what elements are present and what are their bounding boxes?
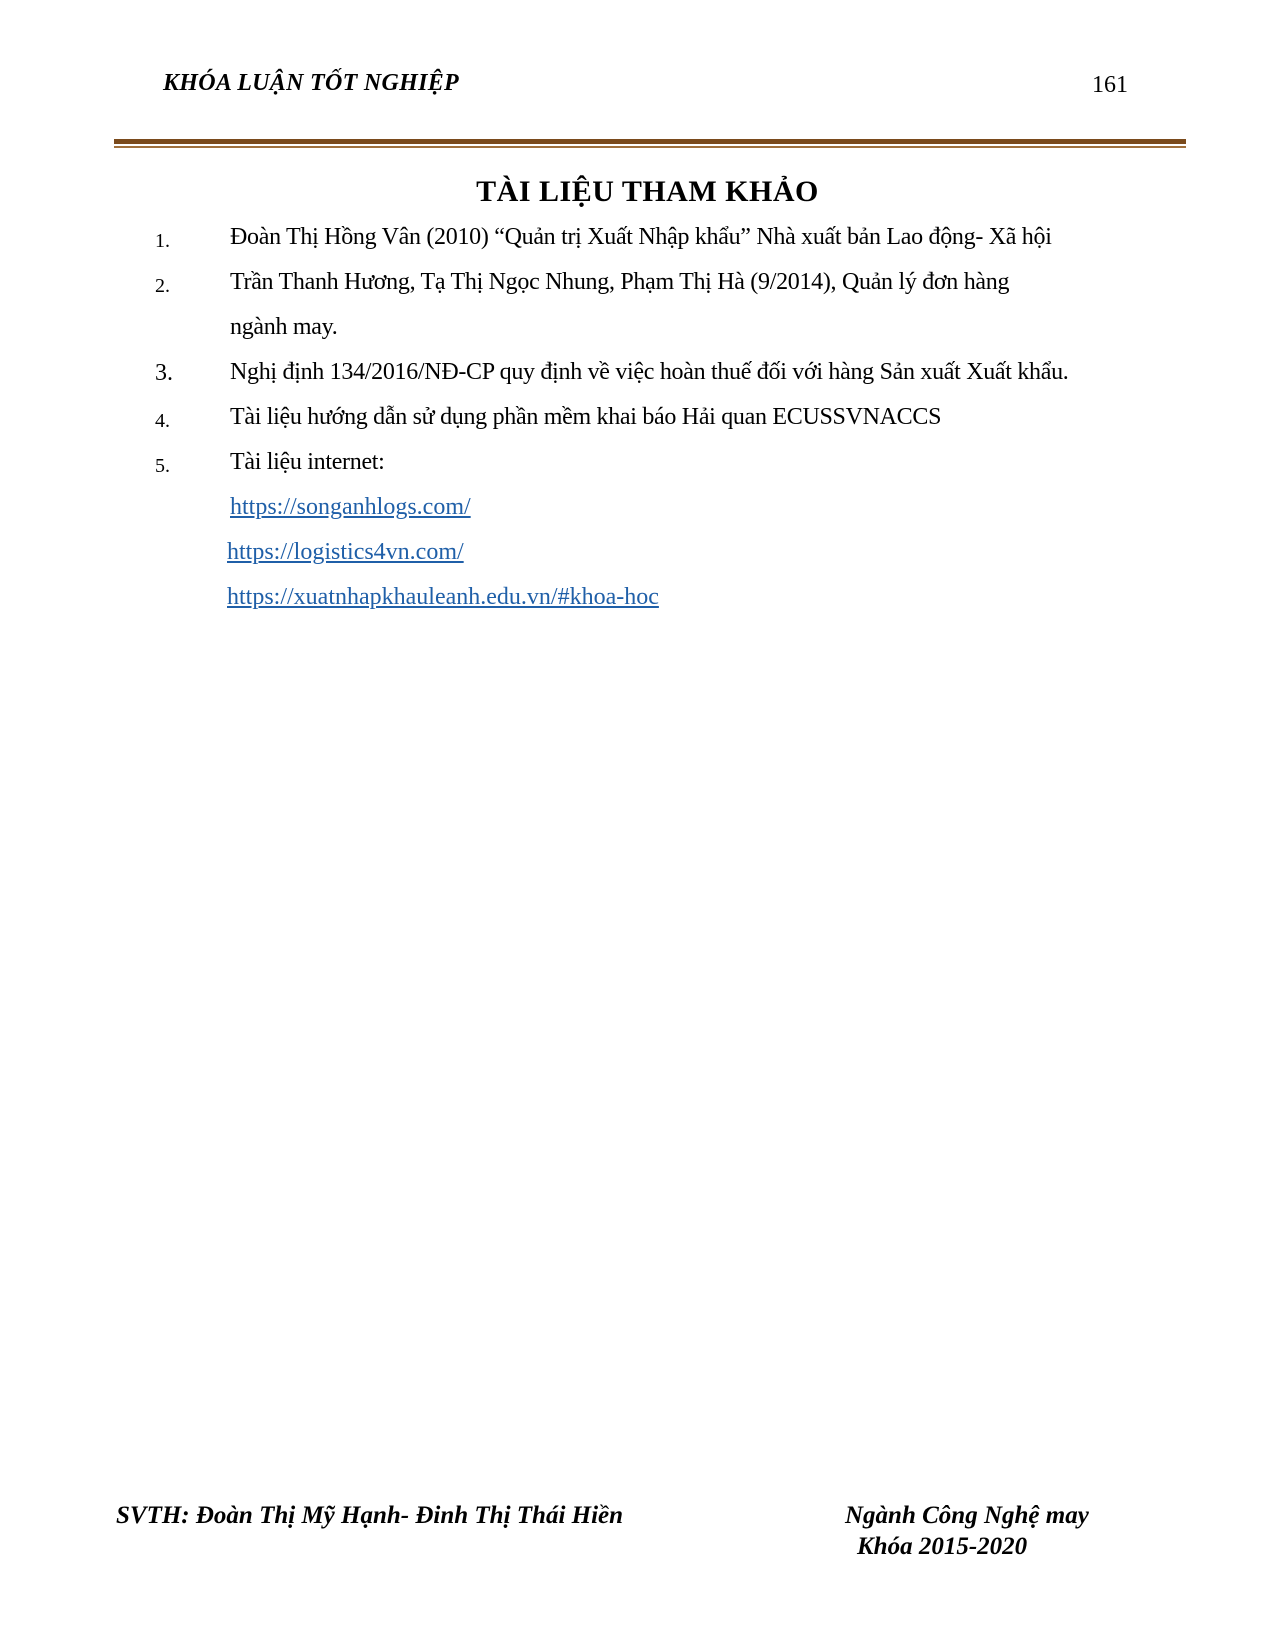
link-songanhlogs[interactable]: https://songanhlogs.com/ bbox=[230, 494, 471, 520]
footer-cohort: Khóa 2015-2020 bbox=[857, 1533, 1028, 1560]
page-number: 161 bbox=[1092, 72, 1128, 98]
reference-number-4: 4. bbox=[155, 410, 170, 432]
reference-number-2: 2. bbox=[155, 275, 170, 297]
reference-text-1: Đoàn Thị Hồng Vân (2010) “Quản trị Xuất Nhập khẩu” Nhà xuất bản Lao động- Xã hội bbox=[230, 224, 1052, 250]
reference-number-3: 3. bbox=[155, 360, 173, 386]
header-rule-thick bbox=[114, 139, 1186, 144]
header-rule-thin bbox=[114, 146, 1186, 148]
reference-text-5: Tài liệu internet: bbox=[230, 449, 385, 475]
page-title: TÀI LIỆU THAM KHẢO bbox=[476, 175, 819, 208]
reference-text-2-continued: ngành may. bbox=[230, 314, 338, 340]
link-logistics4vn[interactable]: https://logistics4vn.com/ bbox=[227, 539, 464, 565]
header-title: KHÓA LUẬN TỐT NGHIỆP bbox=[163, 70, 460, 96]
link-xuatnhapkhauleanh[interactable]: https://xuatnhapkhauleanh.edu.vn/#khoa-hoc bbox=[227, 584, 659, 610]
reference-text-2: Trần Thanh Hương, Tạ Thị Ngọc Nhung, Phạm Thị Hà (9/2014), Quản lý đơn hàng bbox=[230, 269, 1010, 295]
reference-number-5: 5. bbox=[155, 455, 170, 477]
reference-text-4: Tài liệu hướng dẫn sử dụng phần mềm khai báo Hải quan ECUSSVNACCS bbox=[230, 404, 942, 430]
footer-students: SVTH: Đoàn Thị Mỹ Hạnh- Đinh Thị Thái Hiền bbox=[116, 1502, 624, 1529]
footer-major: Ngành Công Nghệ may bbox=[845, 1502, 1089, 1529]
reference-text-3: Nghị định 134/2016/NĐ-CP quy định về việc hoàn thuế đối với hàng Sản xuất Xuất khẩu. bbox=[230, 359, 1069, 385]
reference-number-1: 1. bbox=[155, 230, 170, 252]
